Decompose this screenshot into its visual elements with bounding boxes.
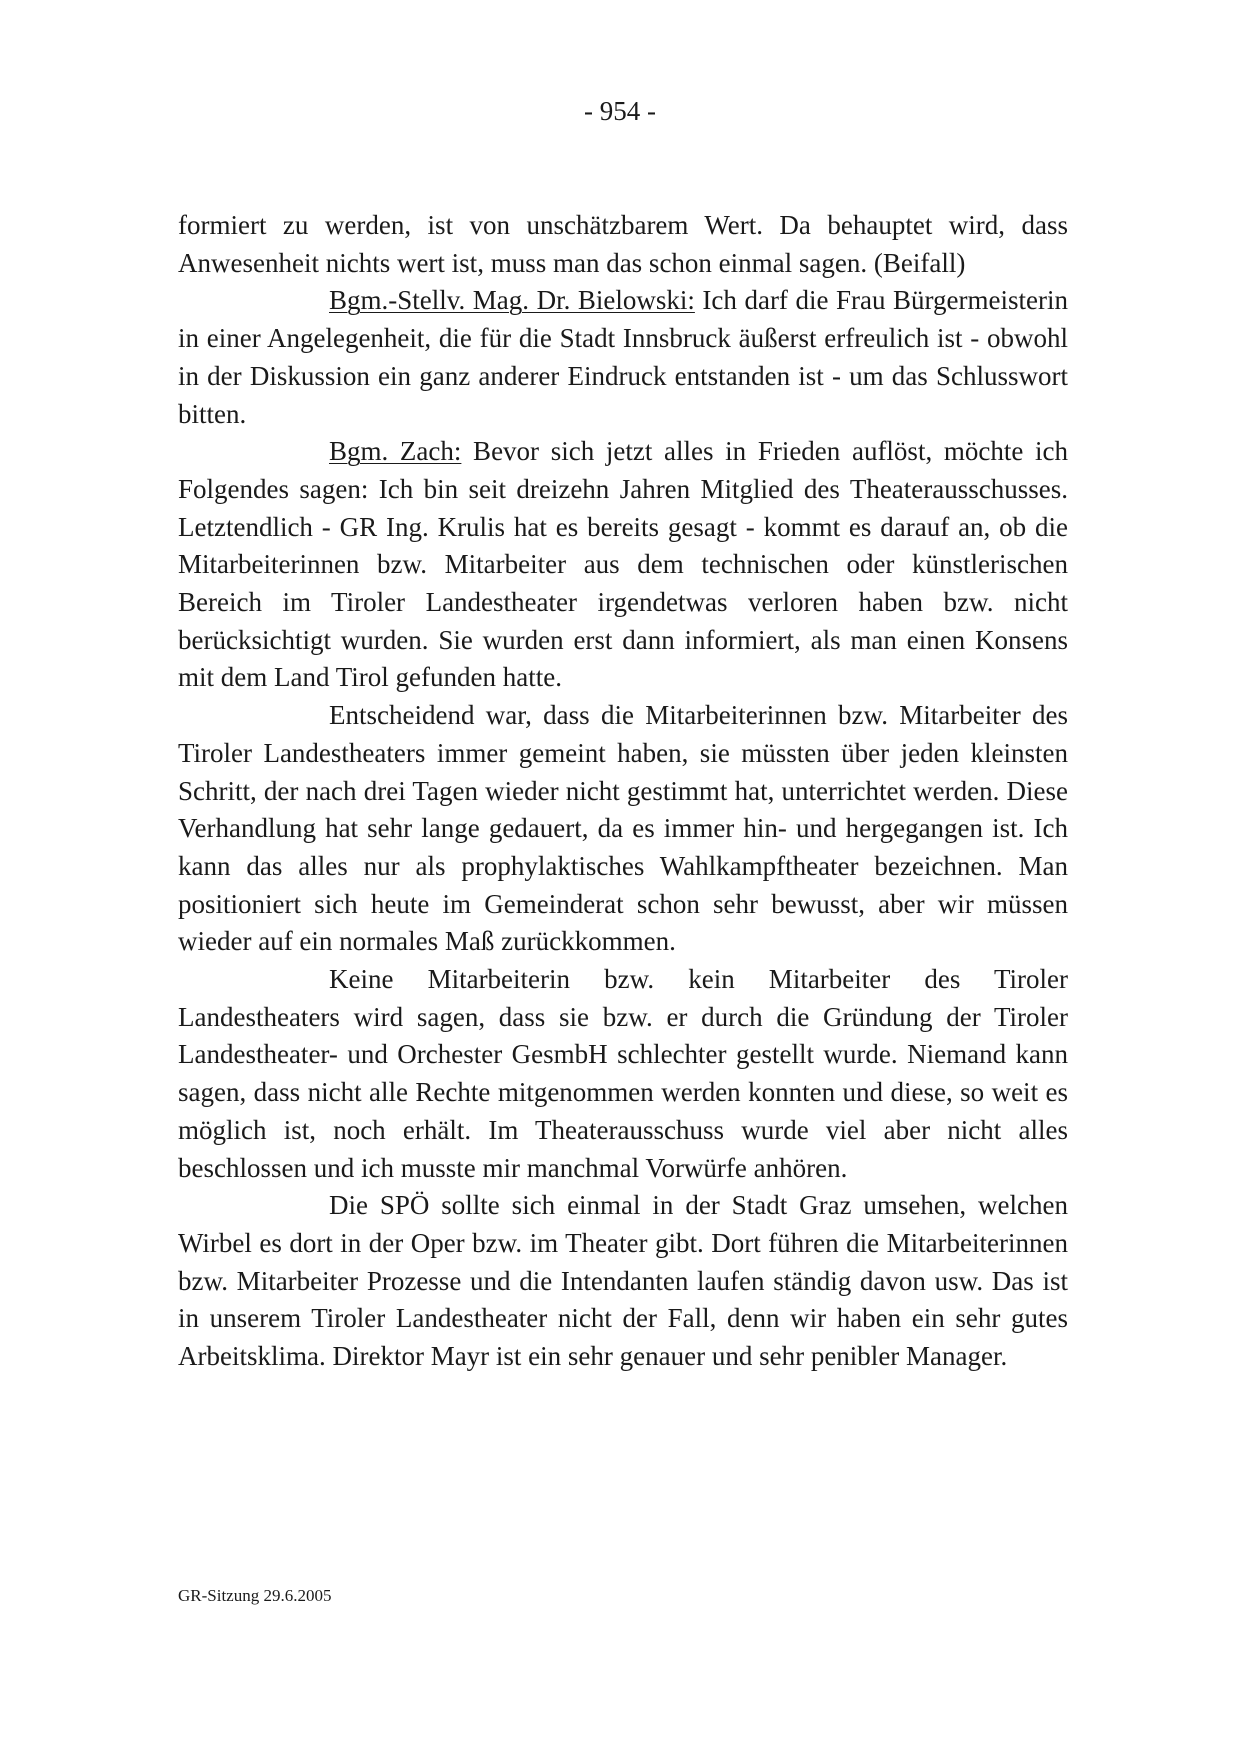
paragraph-continuation bbox=[178, 207, 1068, 282]
paragraph-bielowski bbox=[178, 282, 1068, 433]
paragraph-text: formiert zu werden, ist von unschätzbarem Wert. Da behauptet wird, dass Anwesenheit nichts wert ist, muss man das schon einmal sagen. (Beifall) bbox=[178, 210, 1068, 278]
paragraph-zach bbox=[178, 433, 1068, 697]
page-number: - 954 - bbox=[584, 96, 656, 126]
paragraph-text: Die SPÖ sollte sich einmal in der Stadt Graz umsehen, welchen Wirbel es dort in der Oper bzw. im Theater gibt. Dort führen die Mitarbeiterinnen bzw. Mitarbeiter Prozesse und die Intendanten laufen ständig davon usw. Das ist in unserem Tiroler Landestheater nicht der Fall, denn wir haben ein sehr gutes Arbeitsklima. Direktor Mayr ist ein sehr genauer und sehr penibler Manager. bbox=[178, 1190, 1068, 1372]
speaker-label: Bgm.-Stellv. Mag. Dr. Bielowski: bbox=[329, 285, 695, 316]
paragraph bbox=[178, 961, 1068, 1187]
paragraph bbox=[178, 1187, 1068, 1376]
paragraph-text: Ich darf die Frau Bürgermeisterin in einer Angelegenheit, die für die Stadt Innsbruck äußerst erfreulich ist - obwohl in der Diskussion ein ganz anderer Eindruck entstanden ist - um das Schlusswort bitten. bbox=[178, 285, 1068, 429]
paragraph-text: Entscheidend war, dass die Mitarbeiterinnen bzw. Mitarbeiter des Tiroler Landestheaters immer gemeint haben, sie müssten über jeden kleinsten Schritt, der nach drei Tagen wieder nicht gestimmt hat, unterrichtet werden. Diese Verhandlung hat sehr lange gedauert, da es immer hin- und hergegangen ist. Ich kann das alles nur als prophylaktisches Wahlkampftheater bezeichnen. Man positioniert sich heute im Gemeinderat schon sehr bewusst, aber wir müssen wieder auf ein normales Maß zurückkommen. bbox=[178, 700, 1068, 957]
paragraph-text: Bevor sich jetzt alles in Frieden auflöst, möchte ich Folgendes sagen: Ich bin seit dreizehn Jahren Mitglied des Theaterausschusses. Letztendlich - GR Ing. Krulis hat es bereits gesagt - kommt es darauf an, ob die Mitarbeiterinnen bzw. Mitarbeiter aus dem technischen oder künstlerischen Bereich im Tiroler Landestheater irgendetwas verloren haben bzw. nicht berücksichtigt wurden. Sie wurden erst dann informiert, als man einen Konsens mit dem Land Tirol gefunden hatte. bbox=[178, 436, 1068, 693]
paragraph-text: Keine Mitarbeiterin bzw. kein Mitarbeiter des Tiroler Landestheaters wird sagen, dass sie bzw. er durch die Gründung der Tiroler Landestheater- und Orchester GesmbH schlechter gestellt wurde. Niemand kann sagen, dass nicht alle Rechte mitgenommen werden konnten und diese, so weit es möglich ist, noch erhält. Im Theaterausschuss wurde viel aber nicht alles beschlossen und ich musste mir manchmal Vorwürfe anhören. bbox=[178, 964, 1068, 1183]
footer-session-date: GR-Sitzung 29.6.2005 bbox=[178, 1586, 332, 1605]
paragraph bbox=[178, 697, 1068, 961]
speaker-label: Bgm. Zach: bbox=[329, 436, 462, 467]
document-body bbox=[178, 207, 1068, 1376]
